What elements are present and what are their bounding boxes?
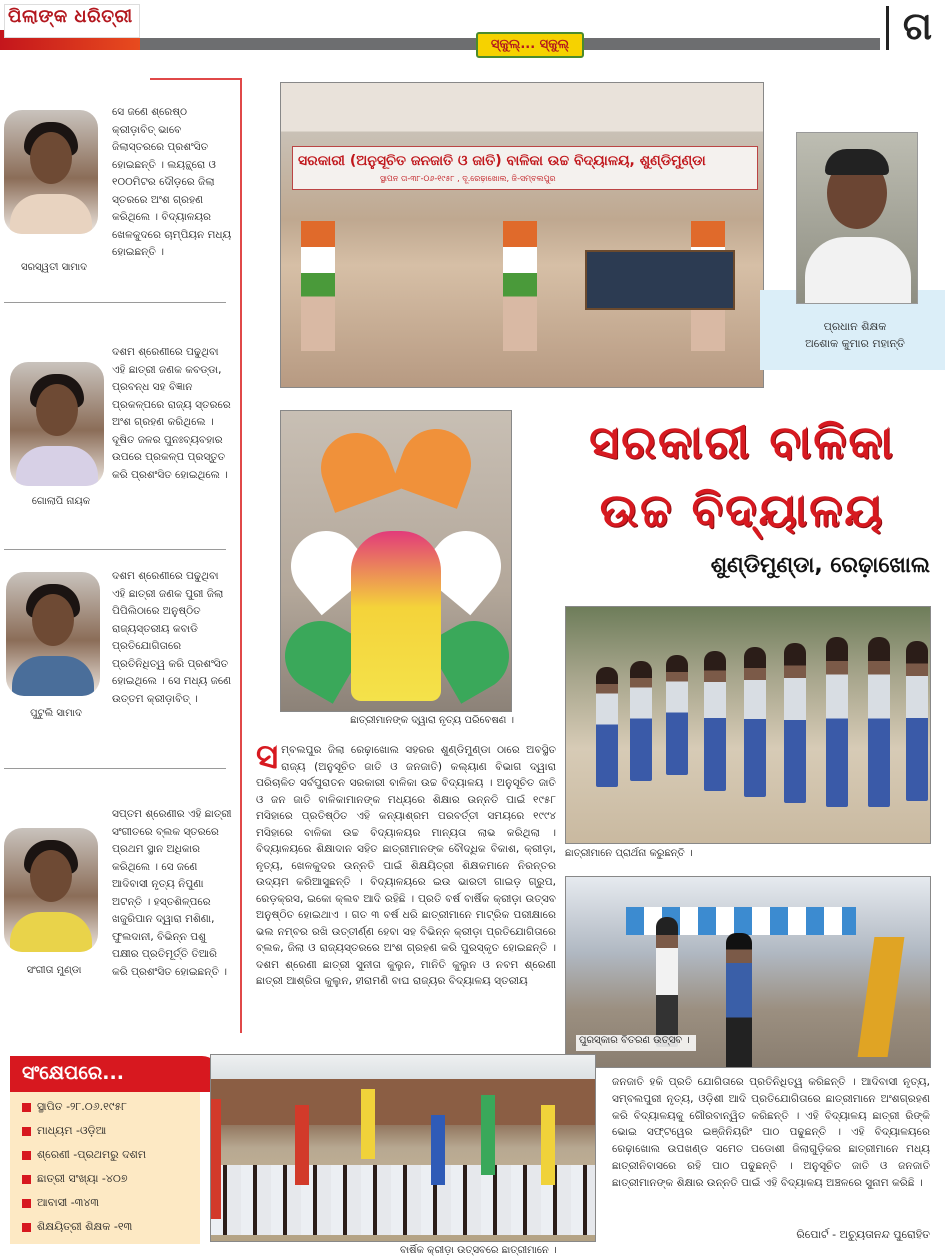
profile-separator	[4, 768, 226, 769]
profile-name-3: ପୁଟୁଲି ସାମାଦ	[30, 708, 82, 719]
summary-item: ସ୍ଥାପିତ -୨୮.୦୬.୧୯୫୮	[22, 1100, 202, 1114]
article-body	[256, 737, 556, 990]
bullet-icon	[22, 1175, 31, 1184]
profile-separator	[4, 549, 226, 550]
prayer-assembly-photo	[565, 606, 931, 844]
profile-photo-3	[6, 572, 100, 696]
school-signboard-text: ସରକାରୀ (ଅନୁସୂଚିତ ଜନଜାତି ଓ ଜାତି) ବାଳିକା ଉଚ୍ଚ ବିଦ୍ୟାଳୟ, ଶୁଣ୍ଡିମୁଣ୍ଡା	[298, 153, 706, 169]
profile-text-4: ସପ୍ତମ ଶ୍ରେଣୀର ଏହି ଛାତ୍ରୀ ସଂଗୀତରେ ବ୍ଲକ ସ୍ତରରେ ପ୍ରଥମ ସ୍ଥାନ ଅଧିକାର କରିଥିଲେ । ସେ ଜଣେ ଆଦିବାସୀ ନୃତ୍ୟ ନିପୁଣା ଅଟନ୍ତି । ହସ୍ତଶିଳ୍ପରେ ଖଜୁରିପାନ ଦ୍ୱାରା ମଶିଣା, ଫୁଲଦାନୀ, ବିଭିନ୍ନ ପଶୁ ପକ୍ଷୀର ପ୍ରତିମୂର୍ତ୍ତି ତିଆରି କରି ପ୍ରଶଂସିତ ହୋଇଛନ୍ତି ।	[112, 808, 232, 978]
profile-text-1: ସେ ଜଣେ ଶ୍ରେଷ୍ଠ କ୍ରୀଡ଼ାବିତ୍‌ ଭାବେ ଜିଲାସ୍ତରରେ ପ୍ରଶଂସିତ ହୋଇଛନ୍ତି । ଲୟନ୍ଥ୍ରୋ ଓ ୧୦୦ମିଟର ଦୌଡ଼ରେ ଜିଲା ସ୍ତରରେ ଅଂଶ ଗ୍ରହଣ କରିଥିଲେ । ବିଦ୍ୟାଳୟର ଖେଳକୁଦରେ ଚାମ୍ପିୟନ ମଧ୍ୟ ହୋଇଛନ୍ତି ।	[112, 106, 232, 258]
section-tag: ସ୍କୁଲ୍‌... ସ୍କୁଲ୍‌	[476, 32, 584, 58]
profile-name-2: ଗୋଲାପି ନାୟକ	[31, 496, 91, 507]
prayer-photo-caption: ଛାତ୍ରୀମାନେ ପ୍ରାର୍ଥନା କରୁଛନ୍ତି ।	[565, 848, 693, 859]
principal-name: ଅଶୋକ କୁମାର ମହାନ୍ତି	[805, 337, 905, 350]
bullet-icon	[22, 1223, 31, 1232]
bullet-icon	[22, 1151, 31, 1160]
profile-name-4: ସଂଗୀତା ମୁଣ୍ଡା	[26, 965, 82, 976]
article-continued: ଜନଜାତି ହକି ପ୍ରତି ଯୋଗିତାରେ ପ୍ରତିନିଧିତ୍ୱ କରିଛନ୍ତି । ଆଦିବାସୀ ନୃତ୍ୟ, ସମ୍ବଲପୁରୀ ନୃତ୍ୟ, ଓଡ଼ିଶୀ ଆଦି ପ୍ରତିଯୋଗିତାରେ ଛାତ୍ରୀମାନେ ଅଂଶଗ୍ରହଣ କରି ବିଦ୍ୟାଳୟକୁ ଗୌରବାନ୍ୱିତ କରିଛନ୍ତି । ଏହି ବିଦ୍ୟାଳୟ ଛାତ୍ରୀ ରିଙ୍କି ଭୋଇ ସଫ୍ଟୱେର ଇଞ୍ଜିନିୟରିଂ ପାଠ ପଢୁଛନ୍ତି । ଏହି ବିଦ୍ୟାଳୟରେ ରେଢ଼ାଖୋଲ ଉପଖଣ୍ଡ ସମେତ ପଡୋଶୀ ଜିଲାଗୁଡ଼ିକର ଛାତ୍ରୀମାନେ ମଧ୍ୟ ଛାତ୍ରୀନିବାସରେ ରହି ପାଠ ପଢୁଛନ୍ତି । ଅନୁସୂଚିତ ଜାତି ଓ ଜନଜାତି ଛାତ୍ରୀମାନଙ୍କ ଶିକ୍ଷାର ଉନ୍ନତି ପାଇଁ ଏହି ବିଦ୍ୟାଳୟ ଅଞ୍ଚଳରେ ସୁନାମ କରିଛି ।	[612, 1076, 930, 1189]
headline-line-1: ସରକାରୀ ବାଳିକା	[589, 415, 895, 469]
logo-text: ପିଲାଙ୍କ ଧରିତ୍ରୀ	[8, 6, 133, 27]
principal-caption	[770, 318, 940, 352]
dance-performance-photo	[280, 410, 512, 712]
profile-text-3: ଦଶମ ଶ୍ରେଣୀରେ ପଢୁଥିବା ଏହି ଛାତ୍ରୀ ଜଣକ ପୁରୀ ଜିଲା ପିପିଲିଠାରେ ଅନୁଷ୍ଠିତ ରାଜ୍ୟସ୍ତରୀୟ କବାଡି ପ୍ରତିଯୋଗିତାରେ ପ୍ରତିନିଧିତ୍ୱ କରି ପ୍ରଶଂସିତ ହୋଇଥିଲେ । ସେ ମଧ୍ୟ ଜଣେ ଉତ୍ତମ କ୍ରୀଡ଼ାବିତ୍‌ ।	[112, 570, 232, 705]
summary-item: ଆବାସୀ -୩୪୩	[22, 1196, 202, 1210]
sports-photo-caption: ବାର୍ଷିକ କ୍ରୀଡ଼ା ଉତ୍ସବରେ ଛାତ୍ରୀମାନେ ।	[400, 1245, 557, 1256]
summary-item: ମାଧ୍ୟମ -ଓଡ଼ିଆ	[22, 1124, 202, 1138]
article-dropcap: ସ	[256, 737, 279, 777]
principal-role: ପ୍ରଧାନ ଶିକ୍ଷକ	[823, 320, 887, 333]
left-column-rule	[240, 78, 242, 1033]
bullet-icon	[22, 1127, 31, 1136]
article-text: ମ୍ବଲପୁର ଜିଲା ରେଢ଼ାଖୋଲ ସହରର ଶୁଣ୍ଡିମୁଣ୍ଡା ଠାରେ ଅବସ୍ଥିତ ରାଜ୍ୟ (ଅନୁସୂଚିତ ଜାତି ଓ ଜନଜାତି) କଲ୍ୟାଣ ବିଭାଗ ଦ୍ୱାରା ପରିଚାଳିତ ସର୍ବପୁରାତନ ସରକାରୀ ବାଳିକା ଉଚ୍ଚ ବିଦ୍ୟାଳୟ । ଅନୁସୂଚିତ ଜାତି ଓ ଜନ ଜାତି ବାଳିକାମାନଙ୍କ ମଧ୍ୟରେ ଶିକ୍ଷାର ଉନ୍ନତି ପାଇଁ ୧୯୫୮ ମସିହାରେ ପ୍ରତିଷ୍ଠିତ ଏହି କନ୍ୟାଶ୍ରମ ପରବର୍ତ୍ତୀ ସମୟରେ ୧୯୯୪ ମସିହାରେ ବାଳିକା ଉଚ୍ଚ ବିଦ୍ୟାଳୟର ମାନ୍ୟତା ଲାଭ କରିଥିଲା । ବିଦ୍ୟାଳୟରେ ଶିକ୍ଷାଦାନ ସହିତ ଛାତ୍ରୀମାନଙ୍କ ବୌଦ୍ଧିକ ବିକାଶ, କ୍ରୀଡ଼ା, ନୃତ୍ୟ, ଖେଳକୁଦର ଉନ୍ନତି ପାଇଁ ଶିକ୍ଷୟିତ୍ରୀ ଶିକ୍ଷକମାନେ ନିରନ୍ତର ଉଦ୍ୟମ କରିଆସୁଛନ୍ତି । ବିଦ୍ୟାଳୟରେ ଇଉ ଭାରତୀ ଗାଇଡ଼ ଗ୍ରୁପ, ରେଡ଼କ୍ରସ, ଇକୋ କ୍ଲବ ଆଦି ରହିଛି । ପ୍ରତି ବର୍ଷ ବାର୍ଷିକ କ୍ରୀଡ଼ା ଉତ୍ସବ ଅନୁଷ୍ଠିତ ହୋଇଥାଏ । ଗତ ୩ ବର୍ଷ ଧରି ଛାତ୍ରୀମାନେ ମାଟ୍ରିକ ପରୀକ୍ଷାରେ ଭଲ ନମ୍ବର ରଖି ଉତ୍ତୀର୍ଣ୍ଣ ହେବା ସହ ବିଭିନ୍ନ କ୍ରୀଡ଼ା ପ୍ରତିଯୋଗିତାରେ ବ୍ଲକ, ଜିଲା ଓ ରାଜ୍ୟସ୍ତରରେ ଅଂଶ ଗ୍ରହଣ କରି ପୁରସ୍କୃତ ହୋଇଛନ୍ତି । ଦଶମ ଶ୍ରେଣୀ ଛାତ୍ରୀ ସୁନୀତା କୁଲୁନ, ମାନିତି କୁଲୁନ ଓ ନବମ ଶ୍ରେଣୀ ଛାତ୍ରୀ ଆଶ୍ରିତା କୁଲୁନ, ହୀରାମଣି ବାଘ ରାଜ୍ୟର ବିଦ୍ୟାଳୟ ସ୍ତରୀୟ	[256, 744, 556, 987]
profile-photo-1	[4, 110, 98, 234]
headline-line-2: ଉଚ୍ଚ ବିଦ୍ୟାଳୟ	[599, 483, 885, 537]
summary-title: ସଂକ୍ଷେପରେ...	[22, 1062, 124, 1084]
profile-photo-2	[10, 362, 104, 486]
award-photo-caption: ପୁରସ୍କାର ବିତରଣ ଉତ୍ସବ ।	[576, 1035, 696, 1051]
dateline: ଶୁଣ୍ଡିମୁଣ୍ଡା, ରେଢ଼ାଖୋଲ	[710, 553, 930, 578]
school-signboard-subtext: ସ୍ଥାପନ ତା-୩୮-୦୬-୧୯୫୮ , ଦୂ.ରେଢ଼ାଖୋଲ, ଜି-ସମ୍ବଲପୁର	[380, 174, 556, 183]
school-building-photo	[280, 82, 764, 388]
bullet-icon	[22, 1103, 31, 1112]
summary-item: ଶ୍ରେଣୀ -ପ୍ରଥମରୁ ଦଶମ	[22, 1148, 202, 1162]
page-number: ଗ	[902, 4, 933, 48]
left-column-top-rule	[150, 78, 242, 80]
profile-separator	[4, 302, 226, 303]
profile-photo-4	[4, 828, 98, 952]
profile-text-2: ଦଶମ ଶ୍ରେଣୀରେ ପଢୁଥିବା ଏହି ଛାତ୍ରୀ ଜଣକ କବଡ୍ଡା, ପ୍ରବନ୍ଧ ସହ ବିଜ୍ଞାନ ପ୍ରକଳ୍ପରେ ରାଜ୍ୟ ସ୍ତରରେ ଅଂଶ ଗ୍ରହଣ କରିଥିଲେ । ଦୂଷିତ ଜଳର ପୁନଃବ୍ୟବହାର ଉପରେ ପ୍ରକଳ୍ପ ପ୍ରସ୍ତୁତ କରି ପ୍ରଶଂସିତ ହୋଇଥିଲେ ।	[112, 346, 231, 481]
profile-name-1: ସରସ୍ୱତୀ ସାମାଦ	[20, 262, 88, 273]
summary-item: ଶିକ୍ଷୟିତ୍ରୀ ଶିକ୍ଷକ -୧୩	[22, 1220, 202, 1234]
dance-photo-caption: ଛାତ୍ରୀମାନଙ୍କ ଦ୍ୱାରା ନୃତ୍ୟ ପରିବେଷଣ ।	[350, 715, 514, 726]
masthead	[0, 0, 945, 60]
principal-photo	[796, 132, 918, 304]
summary-item: ଛାତ୍ରୀ ସଂଖ୍ୟା -୪୦୭	[22, 1172, 202, 1186]
page-number-divider	[886, 6, 889, 50]
sports-day-photo	[210, 1054, 596, 1242]
bullet-icon	[22, 1199, 31, 1208]
notice-board	[585, 250, 735, 310]
report-byline: ରିପୋର୍ଟ - ଅଚ୍ୟୁତାନନ୍ଦ ପୁରୋହିତ	[796, 1228, 930, 1241]
